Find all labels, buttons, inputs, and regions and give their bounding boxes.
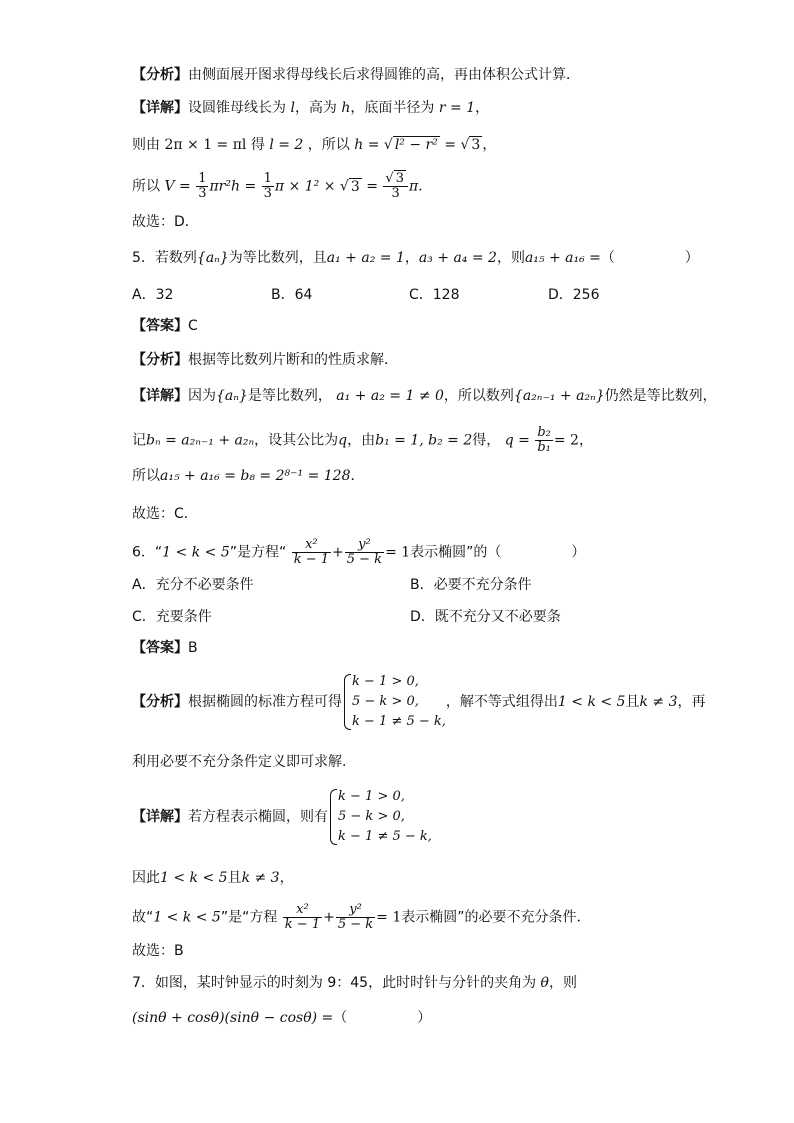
detail-6-line-3: 故“1 < k < 5”是“方程 $\frac{\text{x²}}{k - 1}$ + $\frac{\text{y²}}{5 - k}$ = 1表示椭圆”的必要不充分条件．: [132, 902, 591, 932]
choose-b: 故选：B: [132, 943, 184, 959]
analysis-line-1: [132, 65, 580, 85]
fraction-y2: $\frac{\text{y²}}{5 - k}$: [337, 902, 374, 932]
math-sqrt: 3: [471, 137, 481, 153]
question-6: 6．“1 < k < 5”是方程“ $\frac{\text{x²}}{k - 1}$ + $\frac{\text{y²}}{5 - k}$ = 1表示椭圆”的（ ）: [132, 537, 586, 567]
question-7-line-2: (sinθ + cosθ)(sinθ − cosθ) =（ ）: [132, 1010, 432, 1026]
analysis-6-line-2: 利用必要不充分条件定义即可求解.: [132, 754, 347, 770]
math-v-expr: π × 1² ×: [274, 178, 336, 195]
fraction-one-third: $\frac{1}{3}$: [198, 171, 207, 201]
detail-line-2: 则由 2π × 1 = πl 得 l = 2 ，所以 h = √ l² − r² = √ 3 ，: [132, 137, 497, 153]
detail-5-line-1: 【详解】因为{aₙ}是等比数列， a₁ + a₂ = 1 ≠ 0，所以数列{a₂ₙ₋₁ + a₂ₙ}仍然是等比数列，: [132, 388, 717, 404]
answer-value: C: [188, 318, 198, 334]
math-pi: π: [408, 178, 419, 195]
math-eq: =: [366, 178, 378, 195]
math-cond: a₁ + a₂ = 1: [326, 250, 405, 266]
question-5: [132, 248, 699, 268]
detail-text: ，底面半径为: [350, 100, 435, 116]
option-d: D．既不充分又不必要条: [410, 609, 561, 625]
detail-5-line-3: 所以a₁₅ + a₁₆ = b₈ = 2⁸⁻¹ = 128．: [132, 468, 365, 484]
analysis-6-line-1: 【分析】根据椭圆的标准方程可得 k − 1 > 0, 5 − k > 0, k − 1 ≠ 5 − k, ，解不等式组得出1 < k < 5且k ≠ 3，再: [132, 672, 706, 732]
analysis-5: [132, 350, 398, 370]
question-text: 为等比数列，且: [228, 250, 327, 266]
detail-text: ．: [418, 178, 433, 195]
choose-d: 故选：D．: [132, 214, 199, 230]
detail-text: ，所以: [307, 137, 350, 153]
answer-value: B: [188, 640, 198, 656]
fraction-y2: $\frac{\text{y²}}{5 - k}$: [346, 537, 383, 567]
analysis-text: 由侧面展开图求得母线长后求得圆锥的高，再由体积公式计算．: [188, 67, 580, 83]
question-text: 5．若数列: [132, 250, 197, 266]
question-text: ，: [404, 250, 419, 266]
detail-tag: 【详解】: [132, 809, 188, 825]
detail-line-1: [132, 98, 489, 118]
detail-text: ，: [475, 100, 490, 116]
analysis-tag: 【分析】: [132, 694, 188, 710]
answer-tag: 【答案】: [132, 640, 188, 656]
math-seq: {aₙ}: [196, 250, 229, 266]
option-b: B．64: [271, 287, 313, 303]
option-a: A．32: [132, 287, 174, 303]
math-l-eq: l = 2: [269, 137, 304, 153]
question-text: ，则: [496, 250, 525, 266]
question-7-line-1: 7．如图，某时钟显示的时刻为 9：45，此时时针与分针的夹角为 θ，则: [132, 975, 577, 991]
math-eq: =: [444, 137, 457, 153]
math-sqrt: l² − r²: [394, 137, 438, 153]
option-c: C．128: [409, 287, 460, 303]
option-a: A．充分不必要条件: [132, 577, 254, 593]
detail-text: 设圆锥母线长为: [188, 100, 286, 116]
detail-text: 则由: [132, 137, 160, 153]
math-eq-2pi: 2π × 1 = πl: [164, 137, 247, 153]
math-sum: a₁₅ + a₁₆ =: [524, 250, 601, 266]
detail-text: 得: [250, 137, 265, 153]
inequality-system: k − 1 > 0, 5 − k > 0, k − 1 ≠ 5 − k,: [342, 672, 446, 732]
answer-5: [132, 316, 198, 336]
math-l: l: [290, 100, 295, 116]
fraction-x2: $\frac{\text{x²}}{k - 1}$: [284, 902, 321, 932]
choose-c: 故选：C．: [132, 506, 198, 522]
math-cond: a₃ + a₄ = 2: [418, 250, 497, 266]
paren-open: （: [600, 250, 615, 266]
analysis-text: 根据等比数列片断和的性质求解．: [188, 352, 398, 368]
detail-text: ，高为: [294, 100, 337, 116]
detail-tag: 【详解】: [132, 388, 188, 404]
inequality-system: k − 1 > 0, 5 − k > 0, k − 1 ≠ 5 − k,: [328, 787, 432, 847]
math-h: h: [341, 100, 351, 116]
detail-text: ，: [482, 137, 497, 153]
detail-text: 所以: [132, 178, 160, 195]
answer-tag: 【答案】: [132, 318, 188, 334]
fraction-one-third: $\frac{1}{3}$: [263, 171, 272, 201]
math-sqrt: 3: [350, 178, 360, 195]
option-d: D．256: [548, 287, 600, 303]
paren-close: ）: [684, 250, 699, 266]
math-r: r = 1: [438, 100, 476, 116]
detail-6-line-2: 因此1 < k < 5且k ≠ 3，: [132, 870, 294, 886]
analysis-tag: 【分析】: [132, 352, 188, 368]
option-c: C．充要条件: [132, 609, 212, 625]
fraction-x2: $\frac{\text{x²}}{k - 1}$: [293, 537, 330, 567]
math-v: V =: [164, 178, 191, 195]
detail-5-line-2: 记bₙ = a₂ₙ₋₁ + a₂ₙ，设其公比为q，由b₁ = 1, b₂ = 2得， q = $\frac{\text{b₂}}{\text{b₁}}$ = 2，: [132, 425, 593, 455]
detail-6-line-1: 【详解】若方程表示椭圆，则有 k − 1 > 0, 5 − k > 0, k − 1 ≠ 5 − k,: [132, 787, 432, 847]
math-v-expr: πr²h =: [209, 178, 257, 195]
option-b: B．必要不充分条件: [410, 577, 532, 593]
detail-tag: 【详解】: [132, 100, 188, 116]
answer-6: [132, 638, 198, 658]
fraction-b2-b1: $\frac{\text{b₂}}{\text{b₁}}$: [537, 425, 551, 455]
fraction-sqrt3-over-3: $\frac{√ 3}{3}$: [383, 172, 408, 201]
detail-line-3: 所以 V = $\frac{1}{3}$ πr²h = $\frac{1}{3}$ π × 1² × √ 3 = $\frac{√ 3}{3}$ π．: [132, 171, 433, 201]
analysis-tag: 【分析】: [132, 67, 188, 83]
math-h-eq: h =: [354, 137, 380, 153]
